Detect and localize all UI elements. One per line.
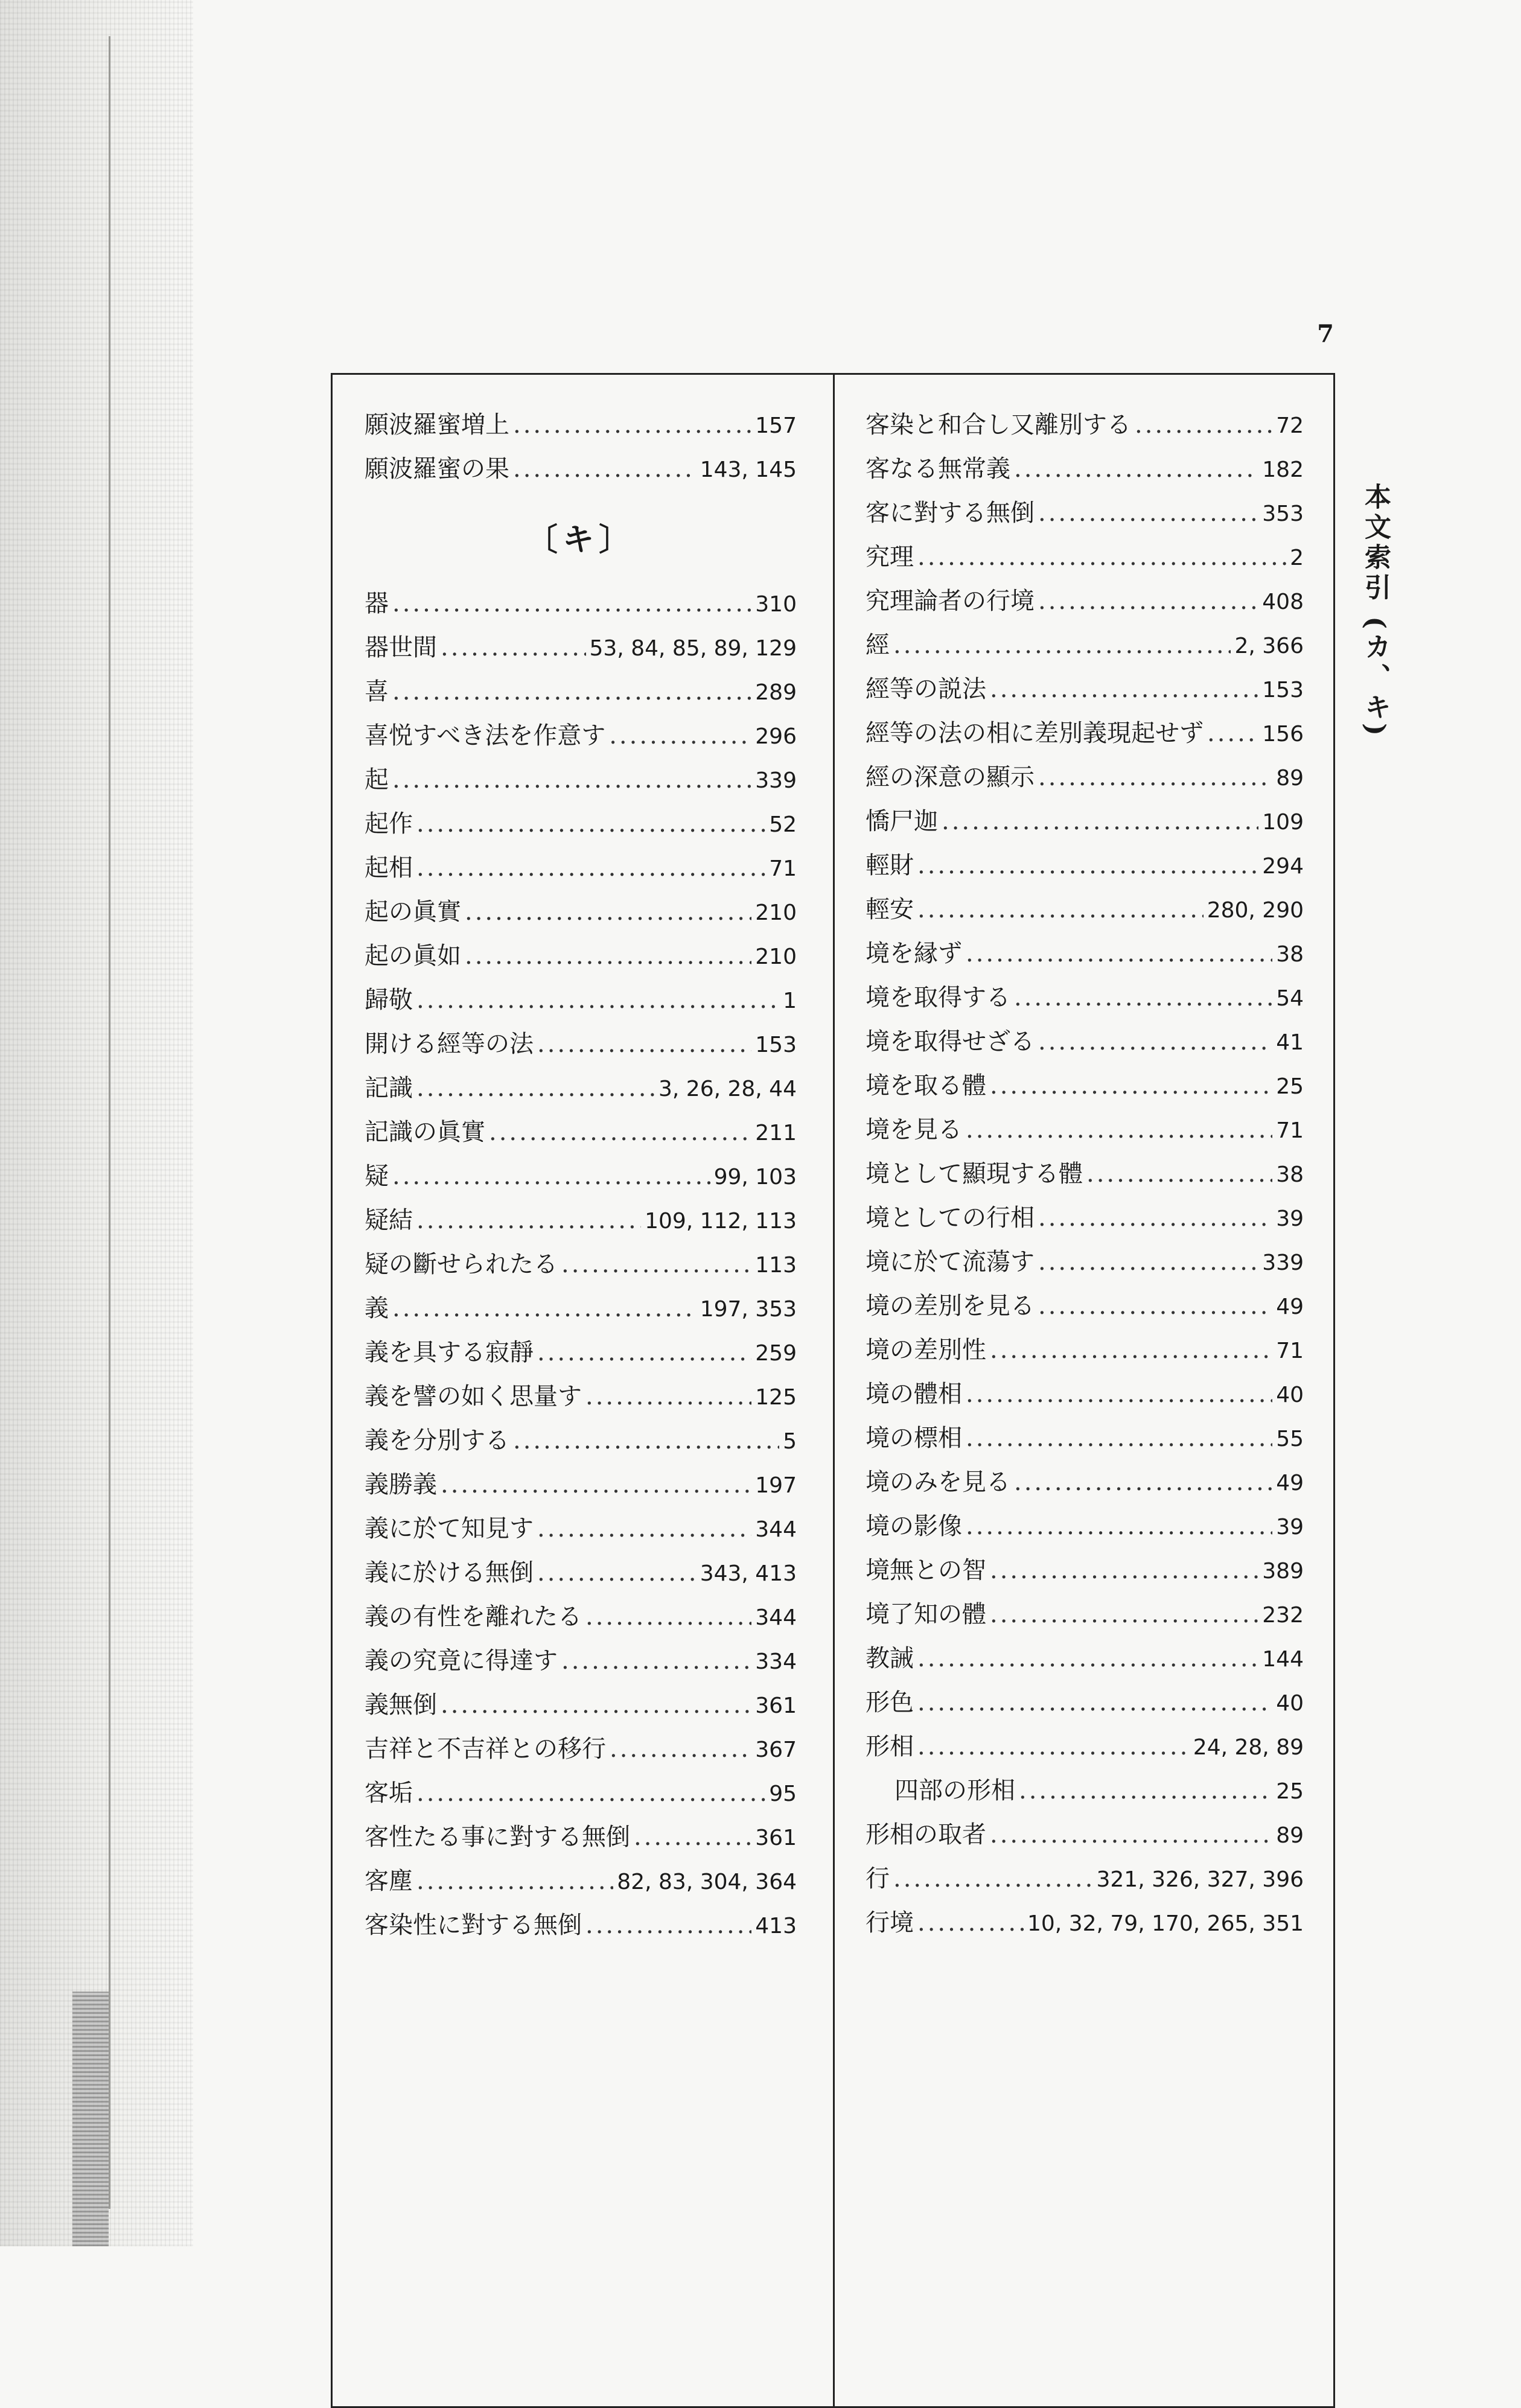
dot-leader <box>966 1505 1272 1549</box>
index-entry <box>866 535 1304 579</box>
index-entry <box>365 1287 797 1331</box>
entry-pages: 1 <box>783 989 797 1013</box>
index-entry <box>365 802 797 846</box>
entry-term: 形相 <box>866 1733 914 1760</box>
entry-term: 願波羅蜜増上 <box>365 411 509 439</box>
entry-pages: 125 <box>755 1385 797 1410</box>
entry-term: 行境 <box>866 1909 914 1937</box>
entry-term: 客垢 <box>365 1779 413 1807</box>
index-entry <box>365 1243 797 1287</box>
entry-pages: 289 <box>755 680 797 705</box>
right-column <box>866 403 1304 1945</box>
index-entry <box>365 1199 797 1243</box>
dot-leader <box>1038 1196 1272 1240</box>
entry-term: 行 <box>866 1865 890 1893</box>
dot-leader <box>441 626 586 670</box>
entry-pages: 361 <box>755 1693 797 1718</box>
dot-leader <box>537 1331 751 1375</box>
dot-leader <box>917 844 1258 888</box>
index-entry <box>365 714 797 758</box>
dot-leader <box>1038 1284 1272 1328</box>
index-entry <box>365 1507 797 1551</box>
entry-pages: 113 <box>755 1253 797 1278</box>
entry-term: 境を縁ず <box>866 940 962 967</box>
dot-leader <box>441 1463 751 1507</box>
index-entry <box>866 1416 1304 1460</box>
entry-term: 記識 <box>365 1074 413 1102</box>
entry-term: 教誡 <box>866 1645 914 1672</box>
dot-leader <box>990 1593 1258 1637</box>
entry-term: 吉祥と不吉祥との移行 <box>365 1735 606 1763</box>
index-entry <box>866 1593 1304 1637</box>
entry-pages: 339 <box>1262 1250 1304 1275</box>
entry-pages: 10, 32, 79, 170, 265, 351 <box>1027 1911 1304 1936</box>
dot-leader <box>392 1287 697 1331</box>
dot-leader <box>1014 1460 1272 1505</box>
index-entry <box>866 1857 1304 1901</box>
entry-term: 疑の斷せられたる <box>365 1250 558 1278</box>
dot-leader <box>441 1683 751 1727</box>
entry-pages: 182 <box>1262 457 1304 482</box>
entry-pages: 71 <box>1276 1339 1304 1363</box>
entry-term: 經等の説法 <box>866 675 986 703</box>
entry-term: 境を取得する <box>866 984 1010 1011</box>
entry-term: 客染と和合し又離別する <box>866 411 1131 439</box>
dot-leader <box>609 714 751 758</box>
index-entry <box>866 756 1304 800</box>
dot-leader <box>537 1507 751 1551</box>
index-entry <box>365 758 797 802</box>
index-entry <box>866 1196 1304 1240</box>
dot-leader <box>990 1813 1272 1857</box>
dot-leader <box>917 1637 1258 1681</box>
entry-pages: 294 <box>1262 854 1304 879</box>
entry-term: 義勝義 <box>365 1471 437 1499</box>
index-entry <box>365 890 797 934</box>
entry-pages: 24, 28, 89 <box>1193 1735 1304 1760</box>
index-entry <box>866 447 1304 491</box>
index-entry <box>866 403 1304 447</box>
dot-leader <box>416 802 765 846</box>
dot-leader <box>917 535 1286 579</box>
dot-leader <box>1038 1020 1272 1064</box>
dot-leader <box>966 1108 1272 1152</box>
dot-leader <box>917 1681 1272 1725</box>
dot-leader <box>1086 1152 1272 1196</box>
entry-term: 義を譬の如く思量す <box>365 1383 582 1410</box>
entry-term: 境を取る體 <box>866 1072 986 1100</box>
entry-term: 四部の形相 <box>894 1777 1015 1804</box>
entry-term: 憍尸迦 <box>866 807 938 835</box>
entry-pages: 71 <box>769 856 797 881</box>
index-entry <box>866 1284 1304 1328</box>
index-entry <box>365 1683 797 1727</box>
entry-pages: 99, 103 <box>713 1165 797 1190</box>
entry-term: 形色 <box>866 1689 914 1716</box>
entry-pages: 259 <box>755 1341 797 1366</box>
index-entry <box>866 579 1304 623</box>
left-column <box>365 403 797 1948</box>
entry-term: 客染性に對する無倒 <box>365 1911 582 1939</box>
entry-pages: 109, 112, 113 <box>645 1209 797 1234</box>
index-entry <box>866 1681 1304 1725</box>
entry-term: 喜 <box>365 678 389 706</box>
entry-pages: 38 <box>1276 1162 1304 1187</box>
index-entry <box>866 888 1304 932</box>
index-entry <box>365 1639 797 1683</box>
entry-pages: 321, 326, 327, 396 <box>1096 1867 1304 1892</box>
index-entry <box>365 1859 797 1903</box>
dot-leader <box>1014 976 1272 1020</box>
index-entry <box>866 1020 1304 1064</box>
dot-leader <box>561 1243 751 1287</box>
right-entries <box>866 403 1304 1945</box>
entry-term: 喜悦すべき法を作意す <box>365 722 606 750</box>
entry-pages: 344 <box>755 1605 797 1630</box>
entry-term: 境に於て流蕩す <box>866 1248 1035 1276</box>
entry-term: 境の差別を見る <box>866 1292 1035 1320</box>
entry-pages: 210 <box>755 900 797 925</box>
index-entry <box>866 1064 1304 1108</box>
entry-term: 經等の法の相に差別義現起せず <box>866 719 1204 747</box>
entry-pages: 367 <box>755 1738 797 1762</box>
entry-term: 義の有性を離れたる <box>365 1603 582 1631</box>
index-entry <box>365 1727 797 1771</box>
entry-pages: 39 <box>1276 1206 1304 1231</box>
entry-pages: 389 <box>1262 1559 1304 1584</box>
entry-term: 境のみを見る <box>866 1468 1010 1496</box>
entry-term: 疑 <box>365 1162 389 1190</box>
entry-term: 境を取得せざる <box>866 1028 1035 1056</box>
entry-term: 客性たる事に對する無倒 <box>365 1823 630 1851</box>
entry-pages: 82, 83, 304, 364 <box>617 1870 797 1894</box>
entry-term: 義の究竟に得達す <box>365 1647 558 1675</box>
entry-term: 境としての行相 <box>866 1204 1035 1232</box>
index-entry <box>866 1240 1304 1284</box>
dot-leader <box>990 667 1258 712</box>
index-entry <box>365 1815 797 1859</box>
entry-pages: 296 <box>755 724 797 749</box>
entry-pages: 41 <box>1276 1030 1304 1055</box>
index-entry <box>866 800 1304 844</box>
entry-pages: 344 <box>755 1517 797 1542</box>
entry-term: 義無倒 <box>365 1691 437 1719</box>
entry-pages: 280, 290 <box>1207 898 1304 923</box>
index-entry <box>365 1771 797 1815</box>
index-entry <box>365 626 797 670</box>
entry-pages: 52 <box>769 812 797 837</box>
entry-pages: 54 <box>1276 986 1304 1011</box>
entry-pages: 55 <box>1276 1427 1304 1451</box>
dot-leader <box>1019 1769 1272 1813</box>
entry-pages: 49 <box>1276 1471 1304 1495</box>
dot-leader <box>392 758 751 802</box>
dot-leader <box>585 1375 751 1419</box>
entry-term: 究理論者の行境 <box>866 587 1035 615</box>
entry-term: 義に於ける無倒 <box>365 1559 534 1587</box>
dot-leader <box>1135 403 1272 447</box>
entry-term: 起相 <box>365 854 413 882</box>
entry-term: 經 <box>866 631 890 659</box>
entry-term: 經の深意の顯示 <box>866 763 1035 791</box>
dot-leader <box>990 1549 1258 1593</box>
index-entry <box>365 1110 797 1155</box>
index-entry <box>866 1505 1304 1549</box>
index-entry <box>866 1901 1304 1945</box>
index-entry <box>365 582 797 626</box>
dot-leader <box>893 1857 1092 1901</box>
entry-pages: 143, 145 <box>700 457 797 482</box>
dot-leader <box>416 1771 765 1815</box>
entry-pages: 408 <box>1262 590 1304 614</box>
dot-leader <box>465 890 751 934</box>
dot-leader <box>416 978 779 1022</box>
index-entry <box>365 1022 797 1066</box>
scanned-gutter <box>0 0 193 2246</box>
dot-leader <box>1014 447 1258 491</box>
entry-term: 器 <box>365 590 389 617</box>
index-entry <box>365 846 797 890</box>
index-entry <box>365 1551 797 1595</box>
entry-term: 義 <box>365 1295 389 1322</box>
entry-pages: 197, 353 <box>700 1297 797 1322</box>
dot-leader <box>634 1815 751 1859</box>
entry-pages: 72 <box>1276 413 1304 438</box>
index-entry <box>365 1375 797 1419</box>
dot-leader <box>489 1110 751 1155</box>
dot-leader <box>392 582 751 626</box>
entry-term: 開ける經等の法 <box>365 1030 534 1058</box>
index-entry <box>365 1331 797 1375</box>
dot-leader <box>585 1903 751 1948</box>
index-entry <box>866 932 1304 976</box>
gutter-shadow <box>72 1992 109 2246</box>
dot-leader <box>917 888 1204 932</box>
entry-pages: 353 <box>1262 502 1304 526</box>
entry-term: 義を分別する <box>365 1427 509 1454</box>
entry-pages: 39 <box>1276 1515 1304 1540</box>
index-entry <box>365 978 797 1022</box>
index-entry <box>866 1460 1304 1505</box>
entry-pages: 89 <box>1276 766 1304 791</box>
entry-term: 境の體相 <box>866 1380 962 1408</box>
gutter-fold-line <box>109 36 110 2209</box>
entry-term: 境の影像 <box>866 1512 962 1540</box>
entry-pages: 38 <box>1276 942 1304 967</box>
dot-leader <box>966 1416 1272 1460</box>
section-heading: 〔キ〕 <box>526 521 635 558</box>
dot-leader <box>537 1022 751 1066</box>
index-entry <box>866 1725 1304 1769</box>
dot-leader <box>392 1155 710 1199</box>
dot-leader <box>392 670 751 714</box>
index-entry <box>866 1372 1304 1416</box>
entry-term: 輕安 <box>866 896 914 923</box>
dot-leader <box>1207 712 1258 756</box>
entry-term: 器世間 <box>365 634 437 661</box>
entry-term: 義に於て知見す <box>365 1515 534 1543</box>
index-entry <box>365 934 797 978</box>
entry-pages: 361 <box>755 1826 797 1850</box>
dot-leader <box>416 1066 655 1110</box>
entry-pages: 95 <box>769 1782 797 1806</box>
dot-leader <box>416 846 765 890</box>
dot-leader <box>1038 579 1258 623</box>
entry-term: 客塵 <box>365 1867 413 1895</box>
entry-pages: 109 <box>1262 810 1304 835</box>
page-number: 7 <box>1317 320 1334 348</box>
entry-pages: 25 <box>1276 1779 1304 1804</box>
dot-leader <box>561 1639 751 1683</box>
entry-pages: 232 <box>1262 1603 1304 1628</box>
index-entry <box>365 403 797 447</box>
entry-pages: 25 <box>1276 1074 1304 1099</box>
index-entry <box>866 712 1304 756</box>
entry-term: 境の差別性 <box>866 1336 986 1364</box>
dot-leader <box>610 1727 751 1771</box>
entry-term: 起作 <box>365 810 413 838</box>
dot-leader <box>585 1595 751 1639</box>
entry-pages: 339 <box>755 768 797 793</box>
entry-pages: 144 <box>1262 1647 1304 1672</box>
index-entry <box>866 976 1304 1020</box>
column-divider <box>833 373 835 2408</box>
entry-term: 願波羅蜜の果 <box>365 455 509 483</box>
dot-leader <box>416 1859 613 1903</box>
dot-leader <box>917 1725 1190 1769</box>
index-entry <box>866 491 1304 535</box>
entry-term: 形相の取者 <box>866 1821 986 1849</box>
entry-pages: 153 <box>1262 678 1304 702</box>
index-entry <box>365 1463 797 1507</box>
entry-pages: 157 <box>755 413 797 438</box>
index-entry <box>365 1066 797 1110</box>
dot-leader <box>966 1372 1272 1416</box>
entry-term: 記識の眞實 <box>365 1118 485 1146</box>
dot-leader <box>1038 1240 1258 1284</box>
entry-pages: 310 <box>755 592 797 617</box>
index-entry <box>866 1637 1304 1681</box>
entry-term: 起 <box>365 766 389 794</box>
entry-pages: 2 <box>1290 546 1304 570</box>
index-entry <box>365 1903 797 1948</box>
entry-pages: 40 <box>1276 1383 1304 1407</box>
entry-term: 輕財 <box>866 852 914 879</box>
index-entry <box>866 1549 1304 1593</box>
dot-leader <box>416 1199 641 1243</box>
entry-term: 客に對する無倒 <box>866 499 1035 527</box>
dot-leader <box>942 800 1258 844</box>
dot-leader <box>917 1901 1024 1945</box>
index-entry <box>365 1155 797 1199</box>
dot-leader <box>537 1551 697 1595</box>
entry-term: 疑結 <box>365 1206 413 1234</box>
entry-pages: 413 <box>755 1914 797 1938</box>
dot-leader <box>893 623 1231 667</box>
dot-leader <box>465 934 751 978</box>
entry-pages: 197 <box>755 1473 797 1498</box>
side-label: 本文索引 (カ、キ) <box>1360 483 1391 739</box>
dot-leader <box>513 403 751 447</box>
entry-term: 境の標相 <box>866 1424 962 1452</box>
index-entry <box>866 623 1304 667</box>
index-entry <box>866 667 1304 712</box>
dot-leader <box>990 1328 1272 1372</box>
dot-leader <box>990 1064 1272 1108</box>
entry-pages: 5 <box>783 1429 797 1454</box>
entry-term: 歸敬 <box>365 986 413 1014</box>
index-entry <box>365 447 797 491</box>
index-entry <box>866 1108 1304 1152</box>
index-entry <box>365 1419 797 1463</box>
dot-leader <box>966 932 1272 976</box>
entry-term: 起の眞實 <box>365 898 461 926</box>
left-top-entries <box>365 403 797 491</box>
dot-leader <box>513 447 697 491</box>
index-entry <box>866 1152 1304 1196</box>
index-entry <box>866 1328 1304 1372</box>
dot-leader <box>513 1419 779 1463</box>
index-entry <box>866 1813 1304 1857</box>
index-entry <box>866 1769 1304 1813</box>
entry-pages: 49 <box>1276 1295 1304 1319</box>
dot-leader <box>1038 756 1272 800</box>
entry-pages: 210 <box>755 944 797 969</box>
entry-pages: 153 <box>755 1033 797 1057</box>
entry-term: 境を見る <box>866 1116 962 1144</box>
entry-pages: 156 <box>1262 722 1304 747</box>
entry-pages: 211 <box>755 1121 797 1145</box>
entry-term: 客なる無常義 <box>866 455 1010 483</box>
entry-pages: 71 <box>1276 1118 1304 1143</box>
entry-term: 境無との智 <box>866 1556 986 1584</box>
entry-term: 境了知の體 <box>866 1601 986 1628</box>
entry-pages: 89 <box>1276 1823 1304 1848</box>
entry-term: 起の眞如 <box>365 942 461 970</box>
entry-pages: 334 <box>755 1649 797 1674</box>
index-entry <box>866 844 1304 888</box>
entry-term: 義を具する寂靜 <box>365 1339 534 1366</box>
entry-term: 究理 <box>866 543 914 571</box>
entry-pages: 53, 84, 85, 89, 129 <box>589 636 797 661</box>
left-entries <box>365 582 797 1948</box>
entry-pages: 3, 26, 28, 44 <box>658 1077 797 1101</box>
entry-pages: 343, 413 <box>700 1561 797 1586</box>
index-entry <box>365 1595 797 1639</box>
entry-term: 境として顯現する體 <box>866 1160 1083 1188</box>
entry-pages: 2, 366 <box>1234 634 1304 658</box>
dot-leader <box>1038 491 1258 535</box>
index-entry <box>365 670 797 714</box>
entry-pages: 40 <box>1276 1691 1304 1716</box>
